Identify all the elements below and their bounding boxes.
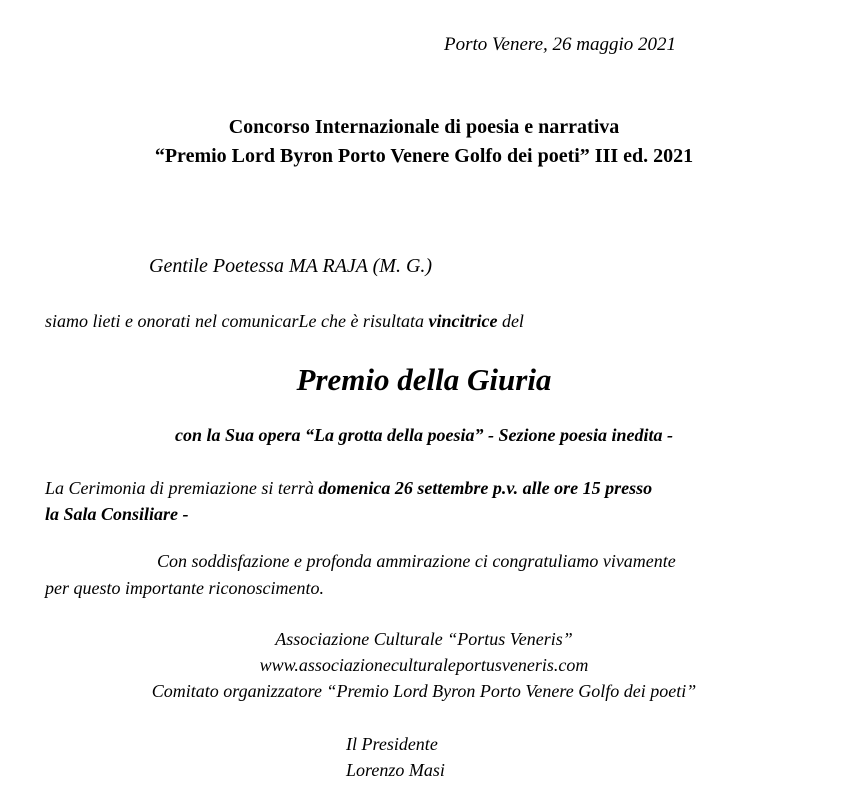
organizing-committee: Comitato organizzatore “Premio Lord Byron Porto Venere Golfo dei poeti”	[151, 681, 697, 701]
ceremony-line-2: la Sala Consiliare -	[45, 504, 189, 524]
association-name: Associazione Culturale “Portus Veneris”	[275, 629, 573, 649]
work-line: con la Sua opera “La grotta della poesia” - Sezione poesia inedita -	[175, 425, 673, 445]
place-date: Porto Venere, 26 maggio 2021	[444, 34, 677, 55]
signer-role: Il Presidente	[346, 734, 438, 754]
greeting: Gentile Poetessa MA RAJA (M. G.)	[149, 255, 433, 277]
intro-suffix: del	[497, 311, 524, 331]
congrats-line-1: Con soddisfazione e profonda ammirazione ci congratuliamo vivamente	[157, 551, 676, 571]
ceremony-date-time: domenica 26 settembre p.v. alle ore 15 presso	[318, 478, 653, 498]
intro-winner-word: vincitrice	[428, 311, 498, 331]
signer-name: Lorenzo Masi	[346, 760, 445, 780]
association-website: www.associazioneculturaleportusveneris.com	[259, 655, 589, 675]
contest-subtitle: “Premio Lord Byron Porto Venere Golfo dei poeti” III ed. 2021	[154, 145, 694, 167]
intro-prefix: siamo lieti e onorati nel comunicarLe che è risultata	[45, 311, 429, 331]
ceremony-prefix: La Cerimonia di premiazione si terrà	[45, 478, 319, 498]
intro-paragraph	[45, 311, 524, 332]
contest-title: Concorso Internazionale di poesia e narrativa	[228, 116, 620, 138]
ceremony-line-1	[45, 478, 652, 499]
congrats-line-2: per questo importante riconoscimento.	[45, 578, 324, 598]
prize-title: Premio della Giuria	[296, 362, 552, 397]
